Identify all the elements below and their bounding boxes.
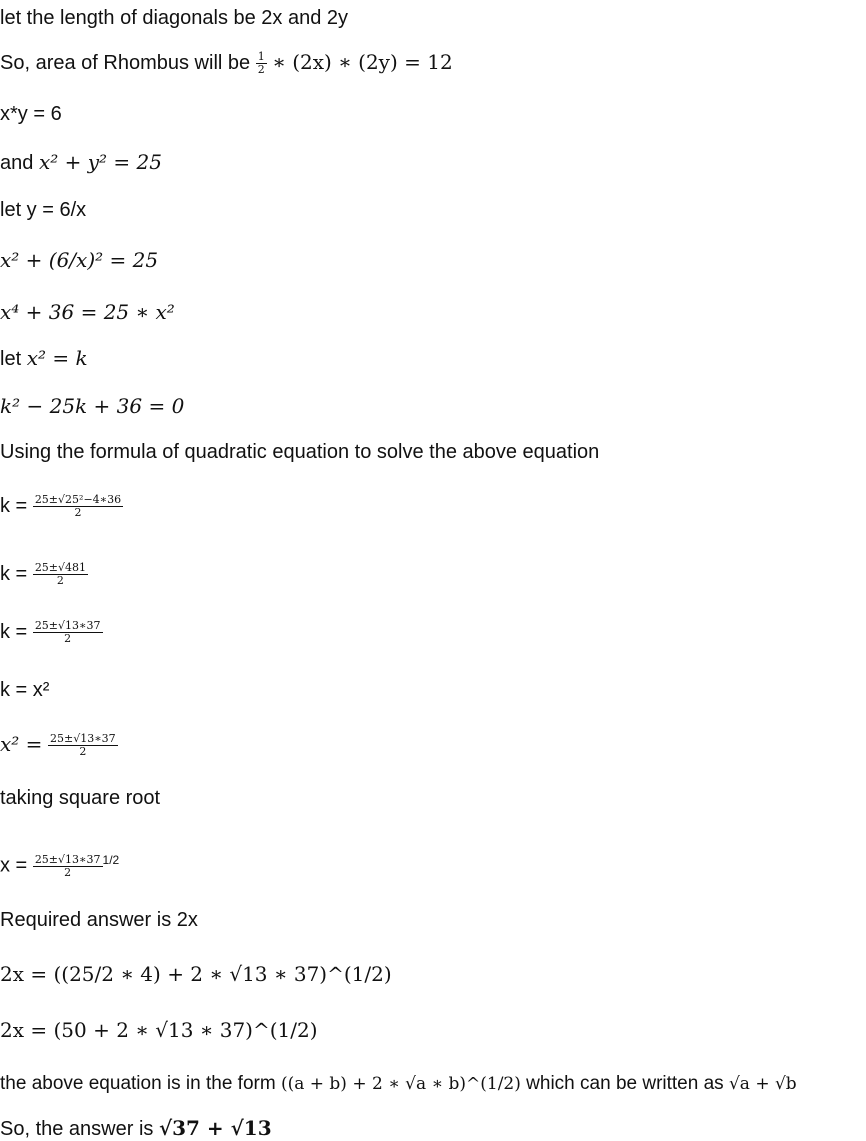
line-k-eq-x2 <box>0 678 49 702</box>
answer-math: √37 + √13 <box>158 1116 272 1140</box>
line-diagonals <box>0 6 348 30</box>
line-answer <box>0 1116 272 1141</box>
text: which can be written as <box>526 1073 724 1094</box>
text: let <box>0 348 22 370</box>
math: 2x = (50 + 2 ∗ √13 ∗ 37)^(1/2) <box>0 1018 318 1042</box>
text: k = <box>0 495 28 517</box>
fraction: $\frac{25\pm√13∗37}{2}$ <box>34 619 101 646</box>
math: k² − 25k + 36 = 0 <box>0 394 185 418</box>
line-area <box>0 50 453 76</box>
line-substitute <box>0 248 158 273</box>
math: x⁴ + 36 = 25 ∗ x² <box>0 300 175 324</box>
line-quartic <box>0 300 175 325</box>
math: x² + y² = 25 <box>38 150 162 174</box>
fraction: $\frac{25\pm√13∗37}{2}$ <box>49 732 116 759</box>
line-using-formula <box>0 440 599 464</box>
line-k-481 <box>0 562 88 587</box>
text: So, the answer is <box>0 1118 154 1140</box>
line-k-13-37 <box>0 620 103 645</box>
math: x² = <box>0 732 43 756</box>
fraction-half: $\frac{1}{2}$ <box>257 50 265 77</box>
math: ∗ (2x) ∗ (2y) = 12 <box>272 50 453 74</box>
line-x <box>0 848 119 879</box>
text: x = <box>0 854 28 877</box>
math: 2x = ((25/2 ∗ 4) + 2 ∗ √13 ∗ 37)^(1/2) <box>0 962 392 986</box>
line-xy <box>0 102 62 126</box>
line-required <box>0 908 198 932</box>
fraction: $\frac{25\pm√13∗37}{2}$ <box>34 852 101 879</box>
text: let y = 6/x <box>0 199 87 221</box>
text: Using the formula of quadratic equation to solve the above equation <box>0 441 600 463</box>
exponent: 1/2 <box>102 853 120 867</box>
math: √a + √b <box>728 1074 797 1094</box>
line-2x-b <box>0 1018 318 1043</box>
text: k = <box>0 621 28 643</box>
text: x*y = 6 <box>0 103 62 125</box>
line-quadratic <box>0 394 184 419</box>
text: and <box>0 152 34 174</box>
text: let the length of diagonals be 2x and 2y <box>0 7 349 29</box>
line-sum-squares <box>0 150 162 175</box>
text: So, area of Rhombus will be <box>0 52 251 74</box>
line-let-k <box>0 346 88 371</box>
line-2x-a <box>0 962 392 987</box>
math: ((a + b) + 2 ∗ √a ∗ b)^(1/2) <box>280 1074 521 1094</box>
line-let-y <box>0 198 86 222</box>
text: k = <box>0 563 28 585</box>
text: Required answer is 2x <box>0 909 198 931</box>
line-x2 <box>0 732 118 758</box>
text: the above equation is in the form <box>0 1073 276 1094</box>
text: taking square root <box>0 787 161 809</box>
text: k = x² <box>0 679 50 701</box>
line-taking-root <box>0 786 160 810</box>
math: x² = k <box>26 346 88 370</box>
line-k-formula <box>0 494 123 519</box>
math: x² + (6/x)² = 25 <box>0 248 159 272</box>
fraction: $\frac{\text{25±√25²−4∗36}}{2}$ <box>34 493 122 520</box>
line-form <box>0 1072 797 1096</box>
fraction: $\frac{25\pm√481}{2}$ <box>34 561 87 588</box>
